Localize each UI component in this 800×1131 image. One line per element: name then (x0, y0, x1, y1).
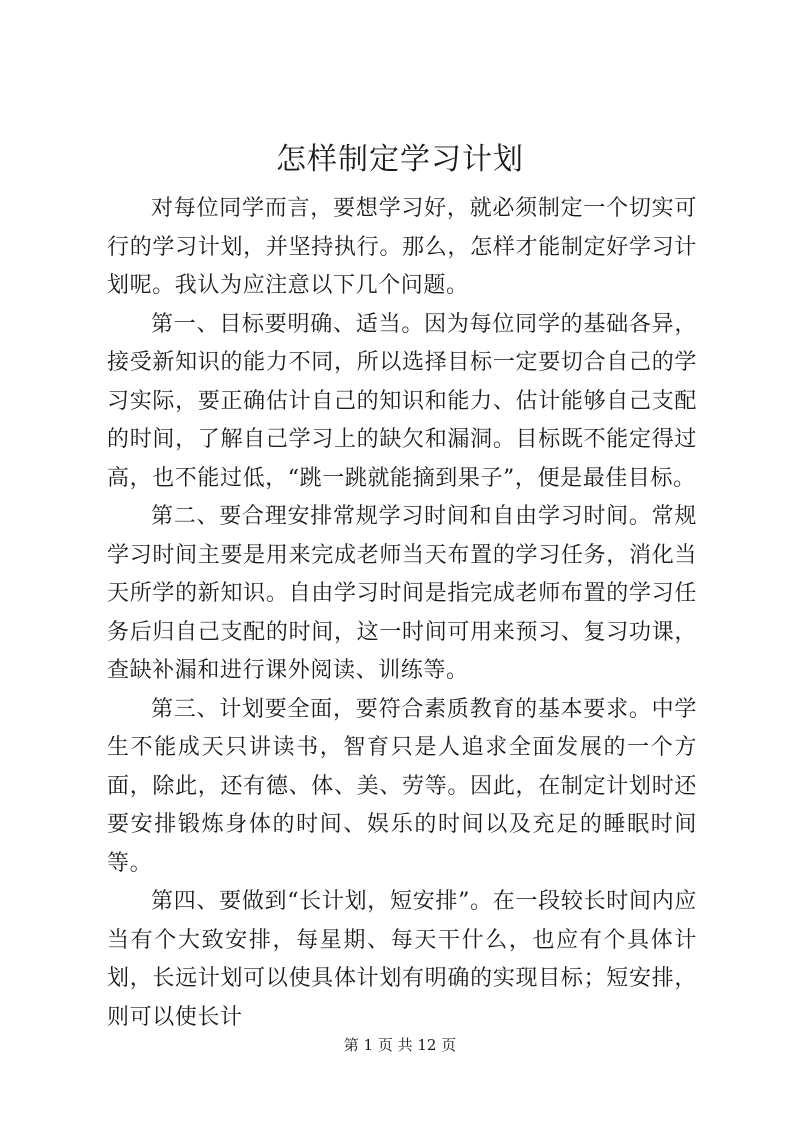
document-title: 怎样制定学习计划 (276, 142, 524, 177)
page-number-footer: 第 1 页 共 12 页 (343, 1036, 457, 1054)
paragraph-intro: 对每位同学而言，要想学习好，就必须制定一个切实可行的学习计划，并坚持执行。那么，怎样才能制定好学习计划呢。我认为应注意以下几个问题。 (107, 196, 697, 298)
document-body (107, 190, 697, 1037)
paragraph-point-three: 第三、计划要全面，要符合素质教育的基本要求。中学生不能成天只讲读书，智育只是人追求全面发展的一个方面，除此，还有德、体、美、劳等。因此，在制定计划时还要安排锻炼身体的时间、娱乐的时间以及充足的睡眠时间等。 (107, 696, 697, 876)
paragraph-point-one: 第一、目标要明确、适当。因为每位同学的基础各异，接受新知识的能力不同，所以选择目标一定要切合自己的学习实际，要正确估计自己的知识和能力、估计能够自己支配的时间，了解自己学习上的缺欠和漏洞。目标既不能定得过高，也不能过低，“跳一跳就能摘到果子”，便是最佳目标。 (107, 311, 697, 491)
paragraph-point-four: 第四、要做到“长计划，短安排”。在一段较长时间内应当有个大致安排，每星期、每天干什么，也应有个具体计划，长远计划可以使具体计划有明确的实现目标；短安排，则可以使长计 (107, 889, 697, 1030)
paragraph-point-two: 第二、要合理安排常规学习时间和自由学习时间。常规学习时间主要是用来完成老师当天布置的学习任务，消化当天所学的新知识。自由学习时间是指完成老师布置的学习任务后归自己支配的时间，这一时间可用来预习、复习功课，查缺补漏和进行课外阅读、训练等。 (107, 504, 697, 683)
